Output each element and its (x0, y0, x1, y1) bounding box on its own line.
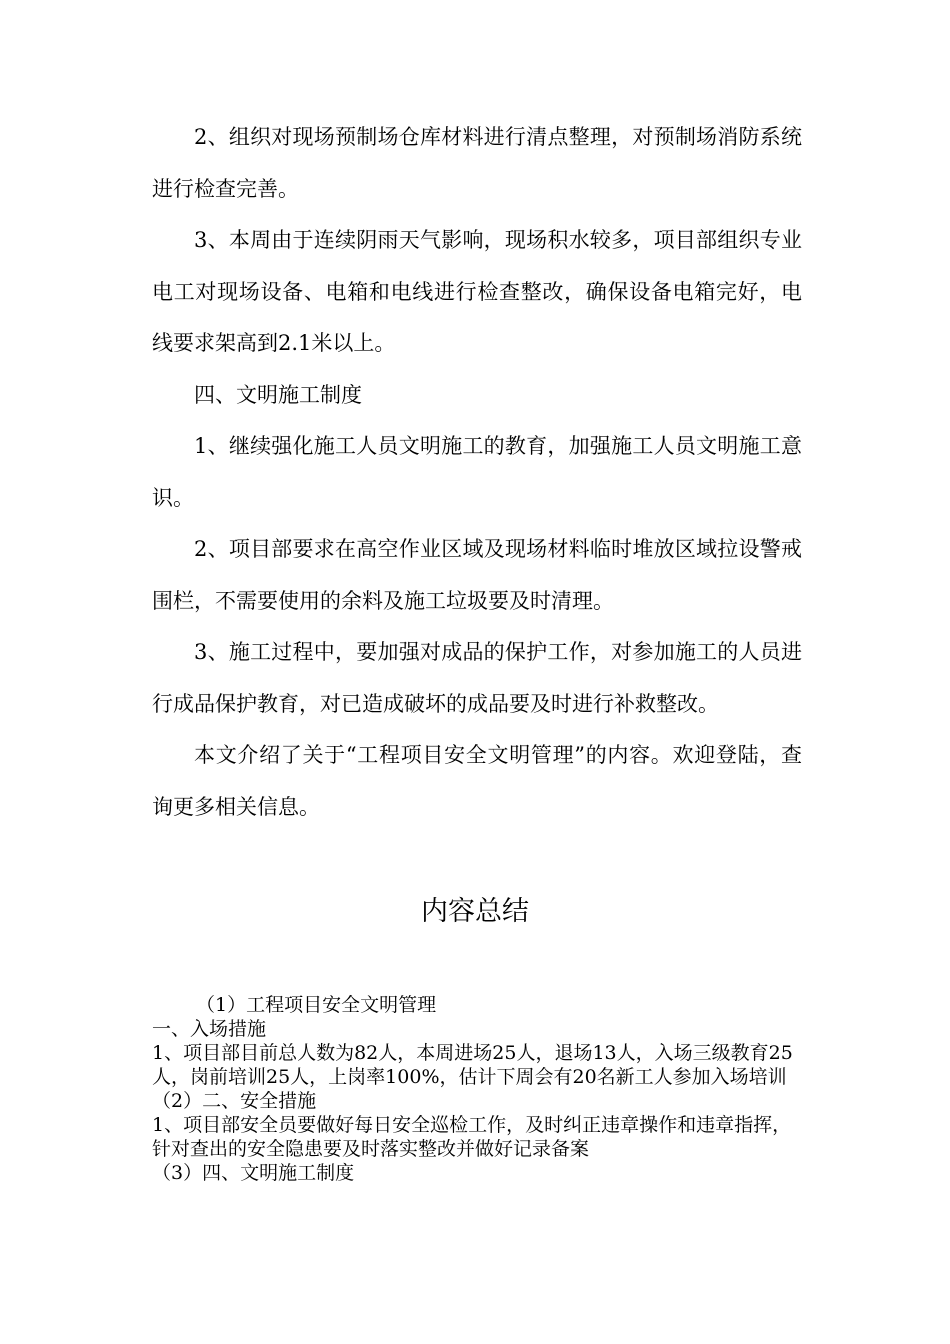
summary-line: 1、项目部目前总人数为82人，本周进场25人，退场13人，入场三级教育25人，岗前培训25人，上岗率100%，估计下周会有20名新工人参加入场培训 (152, 1042, 793, 1088)
section-heading: 四、文明施工制度 (194, 382, 362, 407)
body-paragraph: 3、施工过程中，要加强对成品的保护工作，对参加施工的人员进行成品保护教育，对已造成破坏的成品要及时进行补救整改。 (152, 640, 802, 716)
summary-item-heading: （3）四、文明施工制度 (152, 1162, 355, 1184)
summary-line: 1、项目部安全员要做好每日安全巡检工作，及时纠正违章操作和违章指挥，针对查出的安全隐患要及时落实整改并做好记录备案 (152, 1114, 792, 1160)
summary-section (152, 993, 802, 1185)
summary-line: 一、入场措施 (152, 1018, 267, 1040)
body-paragraph: 3、本周由于连续阴雨天气影响，现场积水较多，项目部组织专业电工对现场设备、电箱和电线进行检查整改，确保设备电箱完好，电线要求架高到2.1米以上。 (152, 228, 802, 355)
body-paragraph: 2、项目部要求在高空作业区域及现场材料临时堆放区域拉设警戒围栏，不需要使用的余料及施工垃圾要及时清理。 (152, 537, 802, 613)
closing-paragraph: 本文介绍了关于“工程项目安全文明管理”的内容。欢迎登陆，查询更多相关信息。 (152, 743, 802, 819)
body-paragraph: 1、继续强化施工人员文明施工的教育，加强施工人员文明施工意识。 (152, 434, 802, 510)
summary-item-heading: （2）二、安全措施 (152, 1090, 317, 1112)
summary-item-heading: （1）工程项目安全文明管理 (196, 994, 437, 1016)
body-paragraph: 2、组织对现场预制场仓库材料进行清点整理，对预制场消防系统进行检查完善。 (152, 125, 802, 201)
document-body (152, 112, 802, 833)
summary-title: 内容总结 (421, 896, 529, 927)
